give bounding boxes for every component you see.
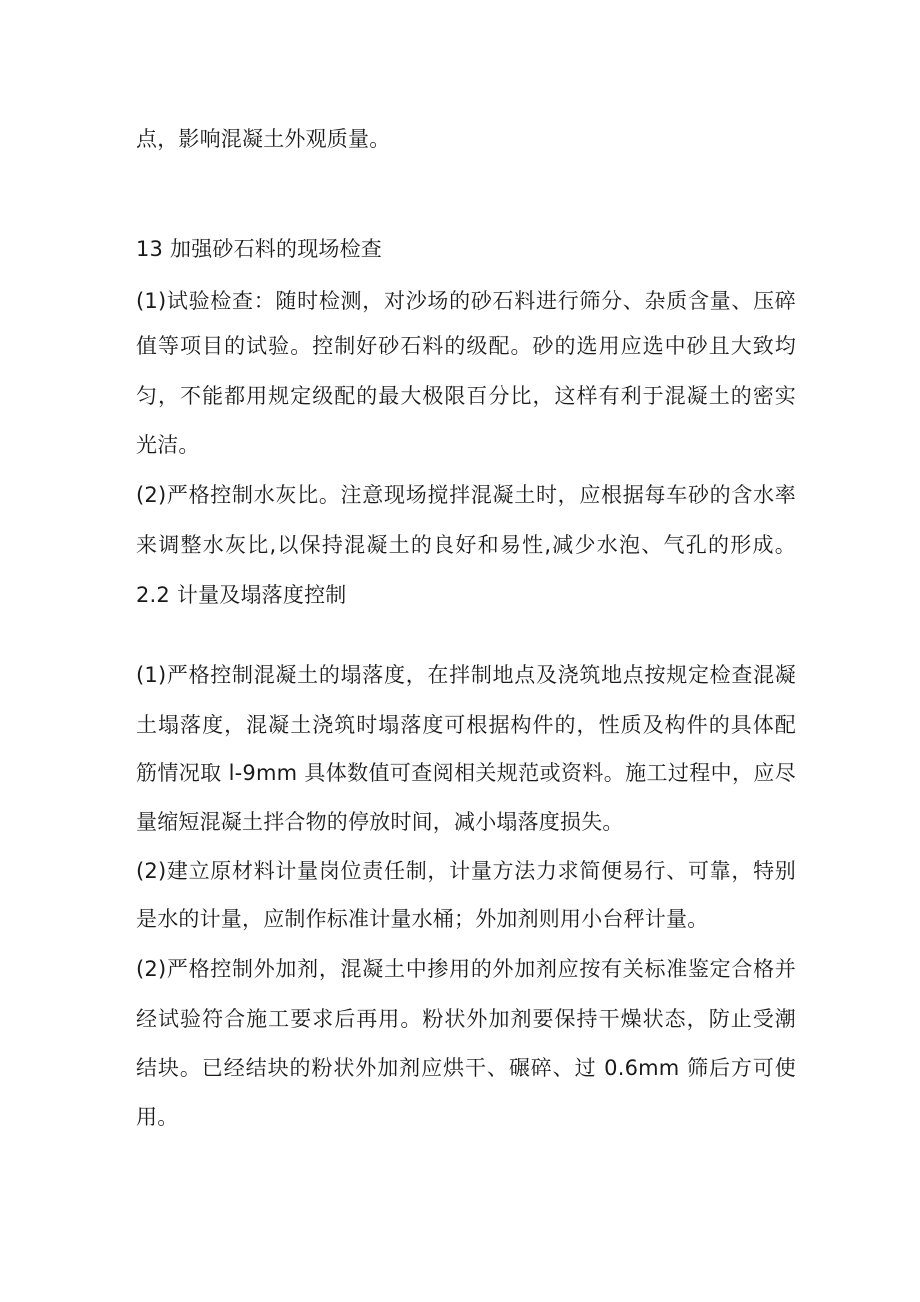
paragraph-line: 量缩短混凝土拌合物的停放时间，减小塌落度损失。 [136, 810, 624, 834]
paragraph-line: 光洁。 [136, 433, 200, 457]
paragraph-line: (1)严格控制混凝土的塌落度，在拌制地点及浇筑地点按规定检查混凝 [136, 663, 796, 687]
paragraph-line: 土塌落度，混凝土浇筑时塌落度可根据构件的，性质及构件的具体配 [136, 713, 796, 737]
paragraph-line: 点，影响混凝土外观质量。 [136, 127, 391, 151]
paragraph-line: 经试验符合施工要求后再用。粉状外加剂要保持干燥状态，防止受潮 [136, 1007, 796, 1031]
paragraph-line: (1)试验检查：随时检测，对沙场的砂石料进行筛分、杂质含量、压碎 [136, 289, 796, 313]
paragraph-line: 值等项目的试验。控制好砂石料的级配。砂的选用应选中砂且大致均 [136, 334, 796, 358]
section-heading: 2.2 计量及塌落度控制 [136, 583, 347, 607]
paragraph-line: (2)严格控制水灰比。注意现场搅拌混凝土时，应根据每车砂的含水率 [136, 483, 796, 507]
paragraph-line: 筋情况取 l-9mm 具体数值可查阅相关规范或资料。施工过程中，应尽 [136, 761, 796, 785]
paragraph-line: 是水的计量，应制作标准计量水桶；外加剂则用小台秤计量。 [136, 907, 709, 931]
paragraph-line: 匀，不能都用规定级配的最大极限百分比，这样有利于混凝土的密实 [136, 384, 796, 408]
section-heading: 13 加强砂石料的现场检查 [136, 237, 382, 261]
paragraph-line: 来调整水灰比,以保持混凝土的良好和易性,减少水泡、气孔的形成。 [136, 533, 796, 557]
paragraph-line: 结块。已经结块的粉状外加剂应烘干、碾碎、过 0.6mm 筛后方可使 [136, 1056, 796, 1080]
paragraph-line: 用。 [136, 1105, 179, 1129]
paragraph-line: (2)建立原材料计量岗位责任制，计量方法力求简便易行、可靠，特别 [136, 859, 796, 883]
paragraph-line: (2)严格控制外加剂，混凝土中掺用的外加剂应按有关标准鉴定合格并 [136, 957, 796, 981]
